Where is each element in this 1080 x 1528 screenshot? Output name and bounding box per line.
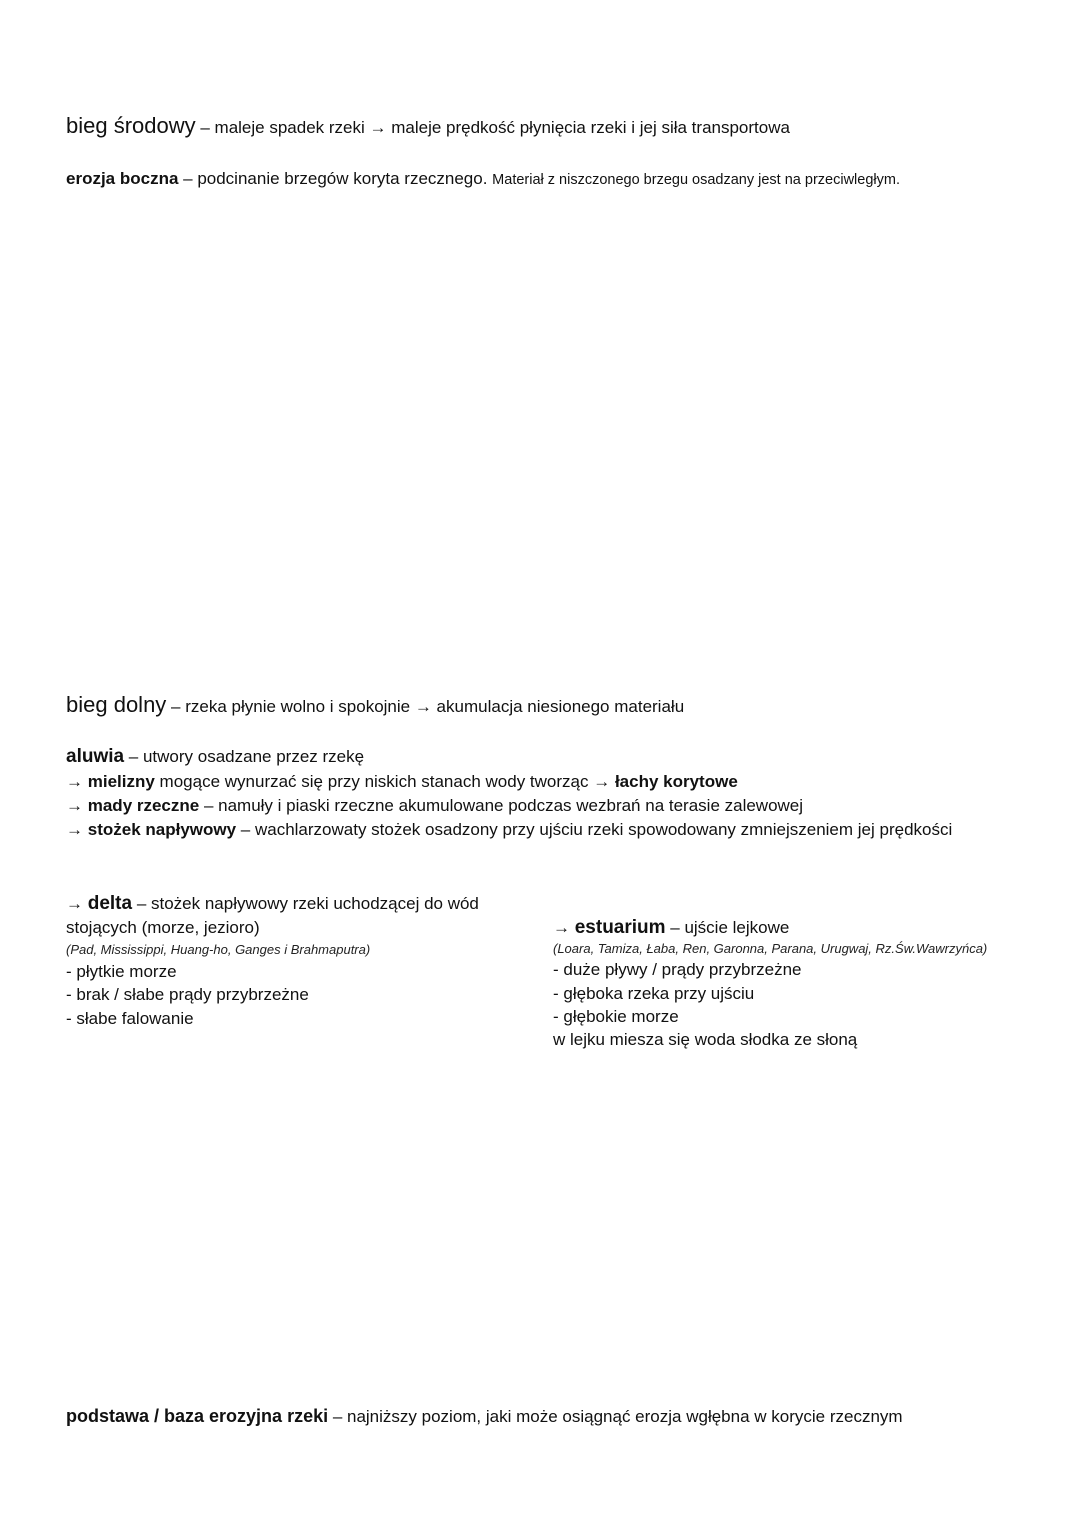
aluwia-item	[66, 796, 803, 816]
estuarium-heading	[553, 917, 789, 939]
delta-bullet: - słabe falowanie	[66, 1009, 194, 1028]
aluwia-item	[66, 772, 738, 792]
bieg-srodowy-definition: – maleje spadek rzeki → maleje prędkość płynięcia rzeki i jej siła transportowa	[195, 118, 790, 137]
podstawa-definition: – najniższy poziom, jaki może osiągnąć erozja wgłębna w korycie rzecznym	[328, 1407, 903, 1426]
aluwia-item-term: mady rzeczne	[87, 796, 200, 815]
bieg-dolny-term: bieg dolny	[66, 692, 167, 717]
aluwia-item-term: stożek napływowy	[87, 820, 237, 839]
estuarium-bullet: - głęboka rzeka przy ujściu	[553, 984, 755, 1003]
delta-term: delta	[87, 893, 133, 914]
aluwia-item	[66, 820, 952, 840]
arrow-icon: →	[66, 894, 88, 913]
erozja-boczna-term: erozja boczna	[66, 169, 179, 188]
arrow-icon: →	[66, 772, 88, 791]
arrow-icon: →	[66, 796, 88, 815]
aluwia-item-term: mielizny	[87, 772, 155, 791]
aluwia-item-text: mogące wynurzać się przy niskich stanach wody tworząc →	[154, 772, 615, 791]
estuarium-bullet: - głębokie morze	[553, 1007, 679, 1026]
erozja-boczna-tail: Materiał z niszczonego brzegu osadzany jest na przeciwległym.	[492, 172, 900, 188]
bieg-dolny-line	[66, 692, 684, 718]
aluwia-term: aluwia	[66, 746, 125, 767]
bieg-srodowy-term: bieg środowy	[66, 113, 196, 138]
erozja-boczna-line	[66, 169, 900, 189]
estuarium-examples: (Loara, Tamiza, Łaba, Ren, Garonna, Parana, Urugwaj, Rz.Św.Wawrzyńca)	[553, 941, 988, 956]
delta-bullet: - brak / słabe prądy przybrzeżne	[66, 985, 309, 1004]
aluwia-item-text: – namuły i piaski rzeczne akumulowane podczas wezbrań na terasie zalewowej	[199, 796, 804, 815]
delta-examples: (Pad, Mississippi, Huang-ho, Ganges i Brahmaputra)	[66, 942, 371, 957]
podstawa-line	[66, 1406, 903, 1427]
bieg-dolny-definition: – rzeka płynie wolno i spokojnie → akumulacja niesionego materiału	[166, 697, 685, 716]
arrow-icon: →	[66, 820, 88, 839]
estuarium-note: w lejku miesza się woda słodka ze słoną	[553, 1030, 858, 1049]
erozja-boczna-definition: – podcinanie brzegów koryta rzecznego.	[178, 169, 493, 188]
aluwia-definition: – utwory osadzane przez rzekę	[124, 747, 365, 766]
estuarium-term: estuarium	[574, 917, 666, 938]
delta-bullet: - płytkie morze	[66, 962, 177, 981]
delta-heading	[66, 893, 479, 915]
estuarium-bullet: - duże pływy / prądy przybrzeżne	[553, 960, 802, 979]
delta-definition-cont: stojących (morze, jezioro)	[66, 918, 260, 937]
aluwia-item-text: – wachlarzowaty stożek osadzony przy ujściu rzeki spowodowany zmniejszeniem jej prędkości	[236, 820, 953, 839]
podstawa-term: podstawa / baza erozyjna rzeki	[66, 1406, 329, 1426]
bieg-srodowy-line	[66, 113, 790, 139]
aluwia-line	[66, 746, 364, 768]
aluwia-item-term2: łachy korytowe	[614, 772, 738, 791]
delta-definition: – stożek napływowy rzeki uchodzącej do wód	[132, 894, 479, 913]
estuarium-definition: – ujście lejkowe	[665, 918, 790, 937]
arrow-icon: →	[553, 918, 575, 937]
